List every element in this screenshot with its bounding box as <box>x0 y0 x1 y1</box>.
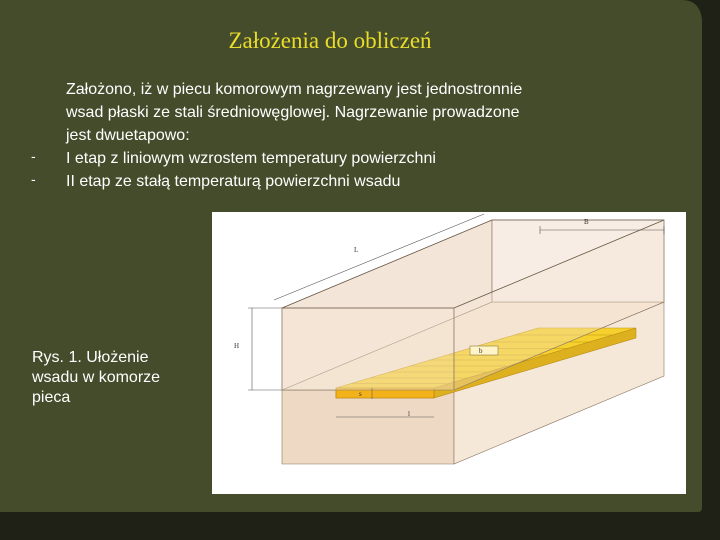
dimension-label-h-height: H <box>234 342 240 350</box>
caption-line: Rys. 1. Ułożenie <box>32 349 149 366</box>
dimension-label-slab-s: s <box>359 390 362 398</box>
dimension-label-slab-b: b <box>479 347 483 355</box>
paragraph-line: jest dwuetapowo: <box>66 127 190 144</box>
dimension-box-slab-b <box>470 346 498 355</box>
caption-line: pieca <box>32 389 71 406</box>
paragraph-line: wsad płaski ze stali średniowęglowej. Nagrzewanie prowadzone <box>66 104 520 121</box>
body-text <box>66 78 606 193</box>
bullet-marker: - <box>31 171 36 187</box>
bullet-item-text: I etap z liniowym wzrostem temperatury powierzchni <box>66 150 436 167</box>
paragraph-line: Założono, iż w piecu komorowym nagrzewany jest jednostronnie <box>66 81 523 98</box>
chamber-front-wall <box>282 308 454 390</box>
dimension-label-l-length: L <box>354 246 359 254</box>
caption-line: wsadu w komorze <box>32 369 161 386</box>
dimension-label-b-width: B <box>584 218 589 226</box>
bullet-marker: - <box>31 148 36 164</box>
furnace-diagram <box>212 212 686 494</box>
slide-title: Założenia do obliczeń <box>228 28 432 53</box>
dimension-label-slab-l: l <box>408 410 410 418</box>
bullet-item-text: II etap ze stałą temperaturą powierzchni wsadu <box>66 173 401 190</box>
floor-slab-front <box>282 390 454 464</box>
furnace-chamber-figure <box>212 212 686 494</box>
figure-caption <box>32 348 192 408</box>
